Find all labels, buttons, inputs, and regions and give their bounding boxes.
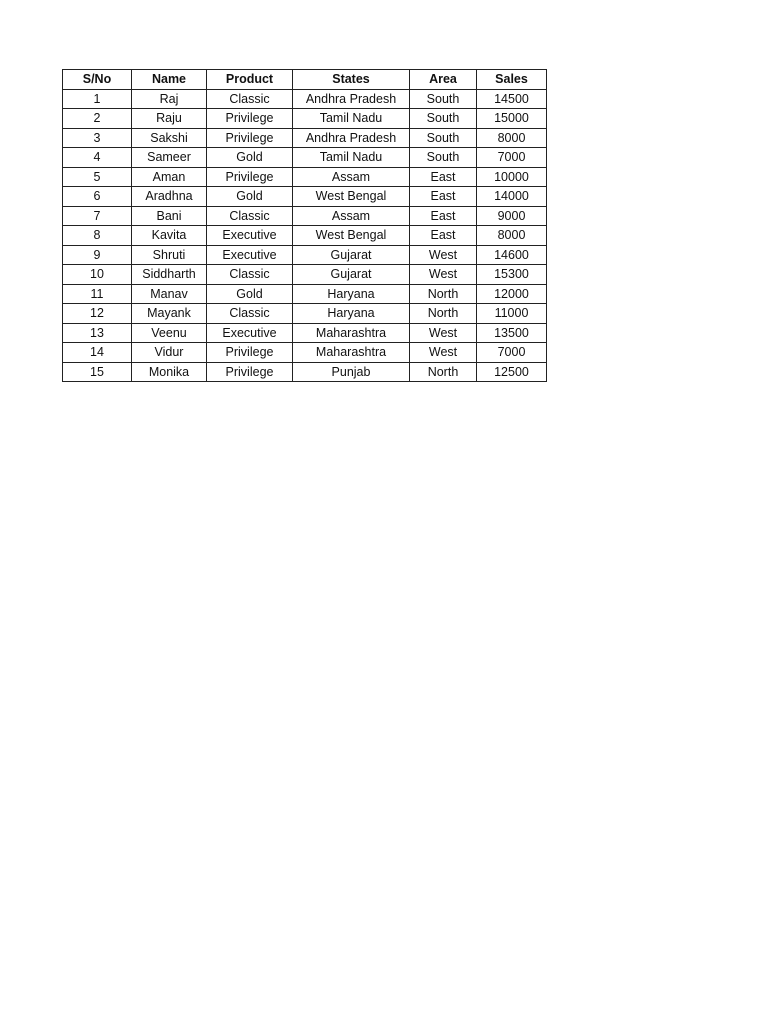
cell-sno: 15 [63,362,132,382]
table-row [63,148,547,168]
cell-product: Classic [207,265,293,285]
cell-area: East [410,206,477,226]
cell-area: South [410,128,477,148]
cell-sno: 7 [63,206,132,226]
table-row [63,323,547,343]
cell-area: East [410,167,477,187]
cell-name: Kavita [132,226,207,246]
cell-state: Gujarat [293,265,410,285]
cell-product: Privilege [207,167,293,187]
sales-table [62,69,547,382]
table-row [63,245,547,265]
column-header-sno: S/No [63,70,132,90]
column-header-area: Area [410,70,477,90]
cell-name: Aman [132,167,207,187]
cell-product: Executive [207,323,293,343]
cell-product: Gold [207,187,293,207]
cell-area: East [410,226,477,246]
table-row [63,343,547,363]
cell-sales: 14000 [477,187,547,207]
cell-name: Raj [132,89,207,109]
cell-name: Vidur [132,343,207,363]
cell-state: Tamil Nadu [293,109,410,129]
table-row [63,89,547,109]
cell-sales: 15300 [477,265,547,285]
cell-state: Haryana [293,304,410,324]
cell-area: South [410,109,477,129]
cell-sales: 7000 [477,343,547,363]
column-header-product: Product [207,70,293,90]
cell-state: Assam [293,206,410,226]
table-row [63,167,547,187]
cell-name: Bani [132,206,207,226]
table-row [63,265,547,285]
cell-state: Assam [293,167,410,187]
cell-product: Privilege [207,343,293,363]
cell-sales: 11000 [477,304,547,324]
cell-sales: 14500 [477,89,547,109]
cell-sno: 11 [63,284,132,304]
cell-sno: 14 [63,343,132,363]
cell-area: North [410,362,477,382]
cell-sales: 15000 [477,109,547,129]
cell-name: Siddharth [132,265,207,285]
cell-product: Classic [207,304,293,324]
cell-product: Executive [207,226,293,246]
cell-sno: 4 [63,148,132,168]
cell-area: West [410,343,477,363]
cell-state: Andhra Pradesh [293,128,410,148]
cell-product: Gold [207,284,293,304]
cell-sno: 9 [63,245,132,265]
cell-area: West [410,245,477,265]
cell-area: East [410,187,477,207]
cell-product: Classic [207,89,293,109]
cell-area: North [410,304,477,324]
cell-sno: 8 [63,226,132,246]
cell-product: Privilege [207,362,293,382]
cell-area: South [410,89,477,109]
cell-name: Mayank [132,304,207,324]
cell-state: Maharashtra [293,323,410,343]
cell-sno: 5 [63,167,132,187]
column-header-states: States [293,70,410,90]
cell-sales: 12500 [477,362,547,382]
cell-sno: 1 [63,89,132,109]
cell-sno: 6 [63,187,132,207]
cell-area: South [410,148,477,168]
cell-state: Maharashtra [293,343,410,363]
table-row [63,128,547,148]
table-row [63,187,547,207]
cell-sales: 13500 [477,323,547,343]
table-row [63,206,547,226]
cell-sales: 8000 [477,226,547,246]
cell-name: Raju [132,109,207,129]
cell-name: Veenu [132,323,207,343]
cell-state: Haryana [293,284,410,304]
cell-area: North [410,284,477,304]
cell-product: Executive [207,245,293,265]
cell-product: Classic [207,206,293,226]
cell-sales: 8000 [477,128,547,148]
table-header-row [63,70,547,90]
cell-sales: 9000 [477,206,547,226]
cell-sno: 3 [63,128,132,148]
cell-name: Monika [132,362,207,382]
column-header-name: Name [132,70,207,90]
cell-sales: 14600 [477,245,547,265]
cell-state: Andhra Pradesh [293,89,410,109]
cell-area: West [410,265,477,285]
cell-sales: 12000 [477,284,547,304]
table-row [63,226,547,246]
cell-sales: 10000 [477,167,547,187]
table-row [63,304,547,324]
cell-state: West Bengal [293,187,410,207]
cell-name: Manav [132,284,207,304]
cell-name: Sameer [132,148,207,168]
cell-product: Privilege [207,128,293,148]
cell-sno: 12 [63,304,132,324]
cell-area: West [410,323,477,343]
cell-sno: 13 [63,323,132,343]
table-row [63,284,547,304]
cell-sno: 2 [63,109,132,129]
cell-name: Sakshi [132,128,207,148]
table-body [63,89,547,382]
cell-name: Aradhna [132,187,207,207]
cell-product: Gold [207,148,293,168]
cell-name: Shruti [132,245,207,265]
cell-state: West Bengal [293,226,410,246]
cell-state: Punjab [293,362,410,382]
cell-sno: 10 [63,265,132,285]
cell-state: Tamil Nadu [293,148,410,168]
table-row [63,362,547,382]
table-row [63,109,547,129]
cell-product: Privilege [207,109,293,129]
cell-sales: 7000 [477,148,547,168]
column-header-sales: Sales [477,70,547,90]
cell-state: Gujarat [293,245,410,265]
